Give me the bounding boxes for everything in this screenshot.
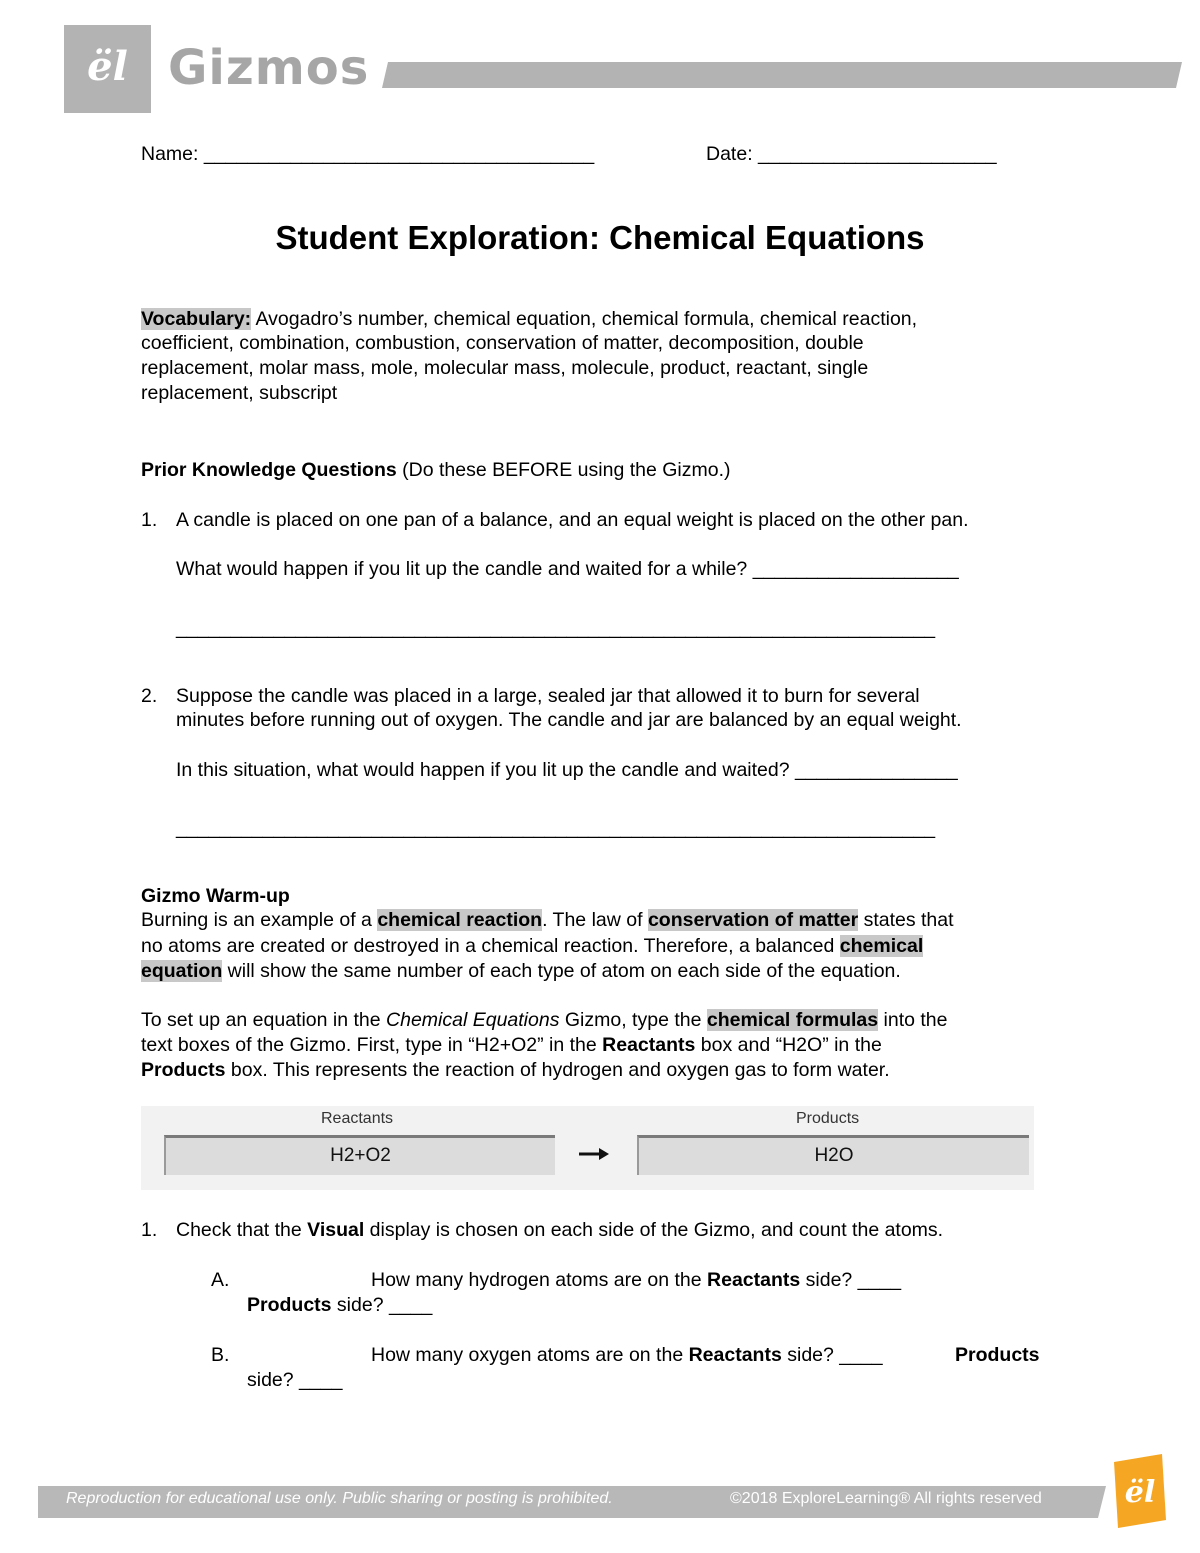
date-field: Date: ______________________ xyxy=(706,143,997,165)
warmup-text: . The law of xyxy=(542,909,648,931)
warmup-p2-line-2 xyxy=(141,1033,882,1058)
question-text: display is chosen on each side of the Gizmo, and count the atoms. xyxy=(364,1219,944,1241)
question-1-answer-line: ______________________________________________________________________ xyxy=(176,617,936,639)
question-b-text xyxy=(371,1343,883,1368)
answer-blank: side? ____ xyxy=(800,1269,902,1291)
warmup-p1-line-1 xyxy=(141,908,954,933)
question-text: Check that the xyxy=(176,1219,308,1241)
answer-blank: side? ____ xyxy=(781,1344,883,1366)
term-chemical-formulas: chemical formulas xyxy=(706,1009,879,1031)
explorelearning-logo-icon xyxy=(1100,1450,1170,1535)
yields-arrow-icon xyxy=(577,1144,611,1164)
vocabulary-line-2: coefficient, combination, combustion, conservation of matter, decomposition, double xyxy=(141,332,864,354)
products-term: Products xyxy=(247,1294,332,1316)
question-text: How many hydrogen atoms are on the xyxy=(371,1269,708,1291)
term-chemical-reaction: chemical reaction xyxy=(377,909,543,931)
reactants-input[interactable]: H2+O2 xyxy=(164,1135,555,1175)
gizmo-equation-panel xyxy=(141,1106,1034,1190)
warmup-text: Burning is an example of a xyxy=(141,909,378,931)
name-field: Name: ____________________________________ xyxy=(141,143,595,165)
warmup-p1-line-2 xyxy=(141,934,923,959)
reactants-term: Reactants xyxy=(602,1034,696,1056)
question-2-ask: In this situation, what would happen if you lit up the candle and waited? _______________ xyxy=(176,759,958,781)
activity-question-1-text xyxy=(176,1218,943,1243)
warmup-text: into the xyxy=(878,1009,948,1031)
question-1-number: 1. xyxy=(141,509,158,531)
warmup-p2-line-3 xyxy=(141,1058,890,1083)
vocabulary-label: Vocabulary: xyxy=(141,308,252,330)
term-equation: equation xyxy=(141,960,223,982)
products-label: Products xyxy=(796,1110,860,1127)
term-chemical: chemical xyxy=(839,935,924,957)
prior-knowledge-heading xyxy=(141,458,731,483)
reactants-label: Reactants xyxy=(321,1110,394,1127)
activity-question-1-number: 1. xyxy=(141,1219,158,1241)
vocabulary-line-1 xyxy=(141,307,917,332)
warmup-p2-line-1 xyxy=(141,1008,948,1033)
question-a-text xyxy=(371,1268,901,1293)
gizmos-logo xyxy=(64,25,151,113)
question-1-text: A candle is placed on one pan of a balance, and an equal weight is placed on the other pan. xyxy=(176,509,969,531)
vocabulary-line-4: replacement, subscript xyxy=(141,382,338,404)
question-a-products xyxy=(247,1293,432,1318)
question-1-ask: What would happen if you lit up the candle and waited for a while? ___________________ xyxy=(176,558,959,580)
svg-text:ël: ël xyxy=(1124,1475,1156,1510)
question-2-line-1: Suppose the candle was placed in a large, sealed jar that allowed it to burn for several xyxy=(176,685,920,707)
vocabulary-line-3: replacement, molar mass, mole, molecular mass, molecule, product, reactant, single xyxy=(141,357,869,379)
warmup-text: box and “H2O” in the xyxy=(695,1034,882,1056)
warmup-text: Gizmo, type the xyxy=(559,1009,707,1031)
gizmo-name: Chemical Equations xyxy=(386,1009,560,1031)
reactants-term: Reactants xyxy=(707,1269,801,1291)
vocabulary-text-1: Avogadro’s number, chemical equation, chemical formula, chemical reaction, xyxy=(251,308,918,330)
question-b-label: B. xyxy=(211,1344,230,1366)
question-2-answer-line: ______________________________________________________________________ xyxy=(176,817,936,839)
reactants-term: Reactants xyxy=(688,1344,782,1366)
footer-copyright: ©2018 ExploreLearning® All rights reserved xyxy=(730,1490,1042,1507)
question-b-products: Products xyxy=(955,1344,1040,1366)
visual-term: Visual xyxy=(307,1219,365,1241)
question-2-line-2: minutes before running out of oxygen. The candle and jar are balanced by an equal weight. xyxy=(176,709,962,731)
term-conservation-of-matter: conservation of matter xyxy=(647,909,859,931)
prior-note: (Do these BEFORE using the Gizmo.) xyxy=(396,459,731,481)
warmup-text: To set up an equation in the xyxy=(141,1009,387,1031)
question-a-label: A. xyxy=(211,1269,230,1291)
warmup-heading: Gizmo Warm-up xyxy=(141,885,290,907)
answer-blank: side? ____ xyxy=(331,1294,433,1316)
warmup-text: will show the same number of each type of atom on each side of the equation. xyxy=(222,960,901,982)
products-input[interactable]: H2O xyxy=(637,1135,1029,1175)
footer-disclaimer: Reproduction for educational use only. Public sharing or posting is prohibited. xyxy=(66,1490,613,1507)
warmup-text: text boxes of the Gizmo. First, type in “H2+O2” in the xyxy=(141,1034,603,1056)
warmup-text: no atoms are created or destroyed in a chemical reaction. Therefore, a balanced xyxy=(141,935,840,957)
products-term: Products xyxy=(141,1059,226,1081)
question-2-number: 2. xyxy=(141,685,158,707)
page-title: Student Exploration: Chemical Equations xyxy=(275,219,925,256)
warmup-text: box. This represents the reaction of hydrogen and oxygen gas to form water. xyxy=(225,1059,890,1081)
logo-glyph: ël xyxy=(87,43,128,90)
brand-name: Gizmos xyxy=(168,40,370,96)
prior-heading-text: Prior Knowledge Questions xyxy=(141,459,397,481)
warmup-text: states that xyxy=(858,909,954,931)
question-text: How many oxygen atoms are on the xyxy=(371,1344,689,1366)
warmup-p1-line-3 xyxy=(141,959,901,984)
question-b-side: side? ____ xyxy=(247,1369,343,1391)
